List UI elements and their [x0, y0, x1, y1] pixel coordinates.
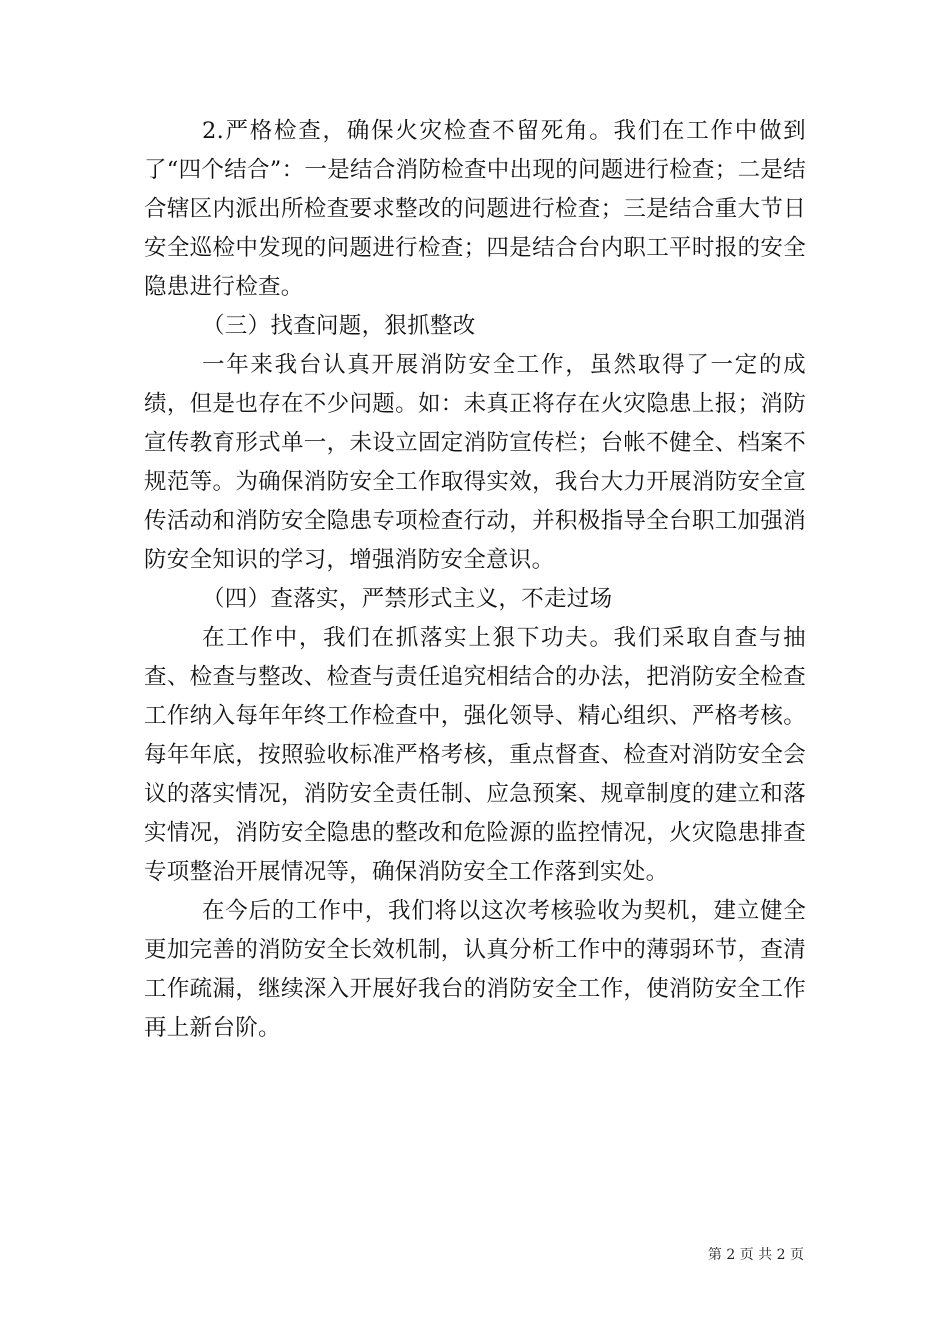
paragraph-problems-rectification: 一年来我台认真开展消防安全工作，虽然取得了一定的成绩，但是也存在不少问题。如：未真正将存在火灾隐患上报；消防宣传教育形式单一，未设立固定消防宣传栏；台帐不健全、档案不规范等。为确保消防安全工作取得实效，我台大力开展消防安全宣传活动和消防安全隐患专项检查行动，并积极指导全台职工加强消防安全知识的学习，增强消防安全意识。: [144, 352, 806, 573]
paragraph-implementation: 在工作中，我们在抓落实上狠下功夫。我们采取自查与抽查、检查与整改、检查与责任追究相结合的办法，把消防安全检查工作纳入每年年终工作检查中，强化领导、精心组织、严格考核。每年年底，按照验收标准严格考核，重点督查、检查对消防安全会议的落实情况，消防安全责任制、应急预案、规章制度的建立和落实情况，消防安全隐患的整改和危险源的监控情况，火灾隐患排查专项整治开展情况等，确保消防安全工作落到实处。: [144, 625, 806, 885]
section-heading-3: （三）找查问题，狠抓整改: [202, 313, 476, 339]
page-number-footer: 第 2 页 共 2 页: [707, 1247, 804, 1263]
section-heading-4: （四）查落实，严禁形式主义，不走过场: [202, 586, 613, 612]
paragraph-strict-inspection: 2.严格检查，确保火灾检查不留死角。我们在工作中做到了“四个结合”：一是结合消防检查中出现的问题进行检查；二是结合辖区内派出所检查要求整改的问题进行检查；三是结合重大节日安全巡检中发现的问题进行检查；四是结合台内职工平时报的安全隐患进行检查。: [144, 118, 807, 300]
document-body: [144, 112, 806, 1048]
paragraph-future-work: 在今后的工作中，我们将以这次考核验收为契机，建立健全更加完善的消防安全长效机制，认真分析工作中的薄弱环节，查清工作疏漏，继续深入开展好我台的消防安全工作，使消防安全工作再上新台阶。: [144, 898, 806, 1041]
